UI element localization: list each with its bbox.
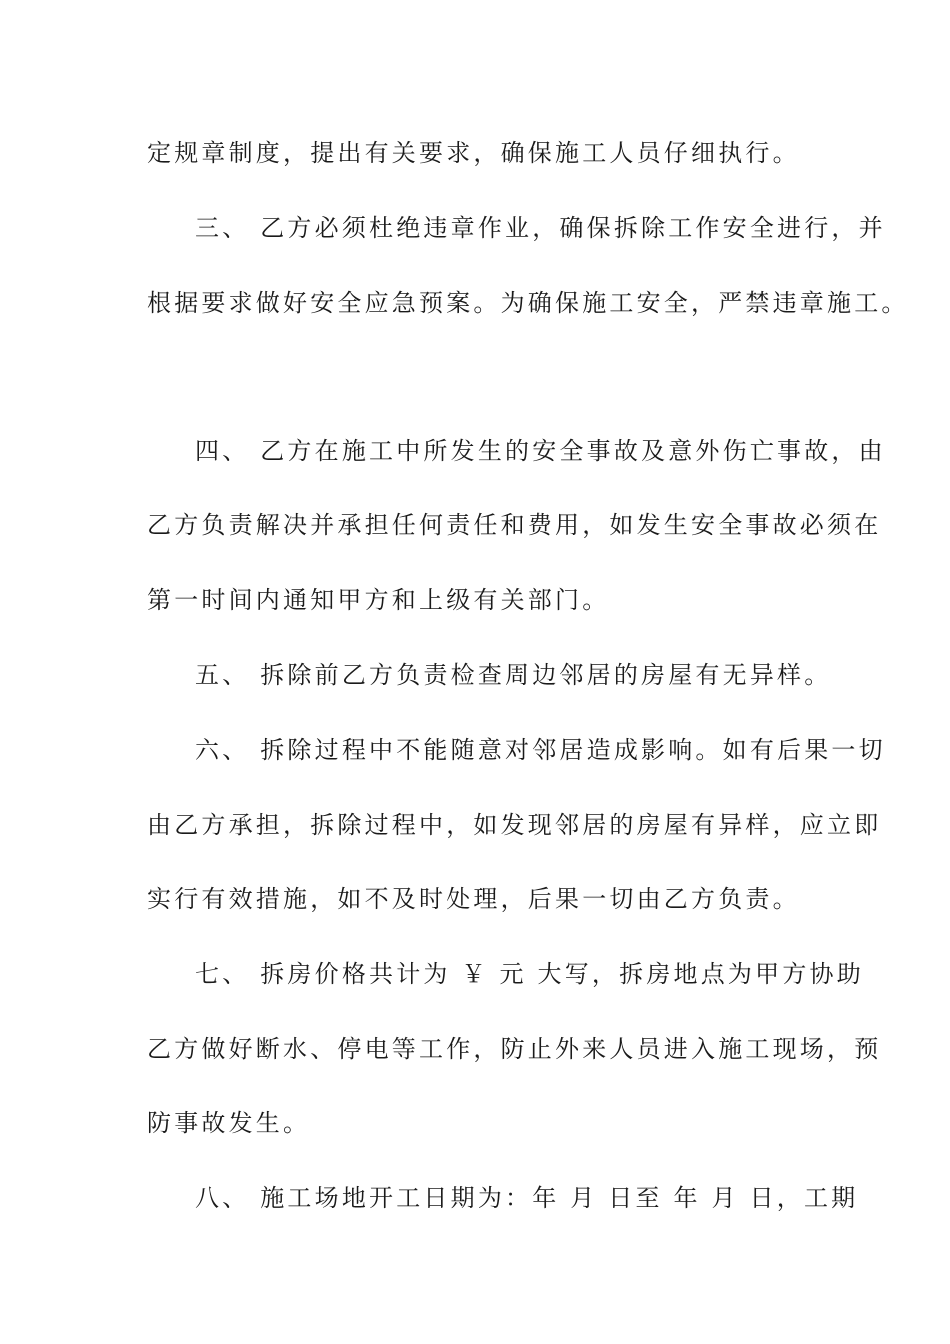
clause-8-line-1: 八、 施工场地开工日期为：年 月 日至 年 月 日，工期: [195, 1184, 859, 1212]
clause-5-line-1: 五、 拆除前乙方负责检查周边邻居的房屋有无异样。: [195, 661, 832, 689]
clause-4-line-1: 四、 乙方在施工中所发生的安全事故及意外伤亡事故，由: [195, 437, 886, 465]
clause-4-line-2: 乙方负责解决并承担任何责任和费用，如发生安全事故必须在: [147, 511, 882, 539]
text-line-1: 定规章制度，提出有关要求，确保施工人员仔细执行。: [147, 139, 800, 167]
clause-7-line-3: 防事故发生。: [147, 1109, 311, 1137]
clause-6-line-2: 由乙方承担，拆除过程中，如发现邻居的房屋有异样，应立即: [147, 811, 882, 839]
clause-7-line-1: 七、 拆房价格共计为 ￥ 元 大写，拆房地点为甲方协助: [195, 960, 864, 988]
clause-7-line-2: 乙方做好断水、停电等工作，防止外来人员进入施工现场，预: [147, 1035, 882, 1063]
clause-6-line-3: 实行有效措施，如不及时处理，后果一切由乙方负责。: [147, 885, 800, 913]
clause-6-line-1: 六、 拆除过程中不能随意对邻居造成影响。如有后果一切: [195, 736, 886, 764]
clause-3-line-2: 根据要求做好安全应急预案。为确保施工安全，严禁违章施工。: [147, 289, 909, 317]
clause-4-line-3: 第一时间内通知甲方和上级有关部门。: [147, 586, 610, 614]
clause-3-line-1: 三、 乙方必须杜绝违章作业，确保拆除工作安全进行，并: [195, 214, 886, 242]
